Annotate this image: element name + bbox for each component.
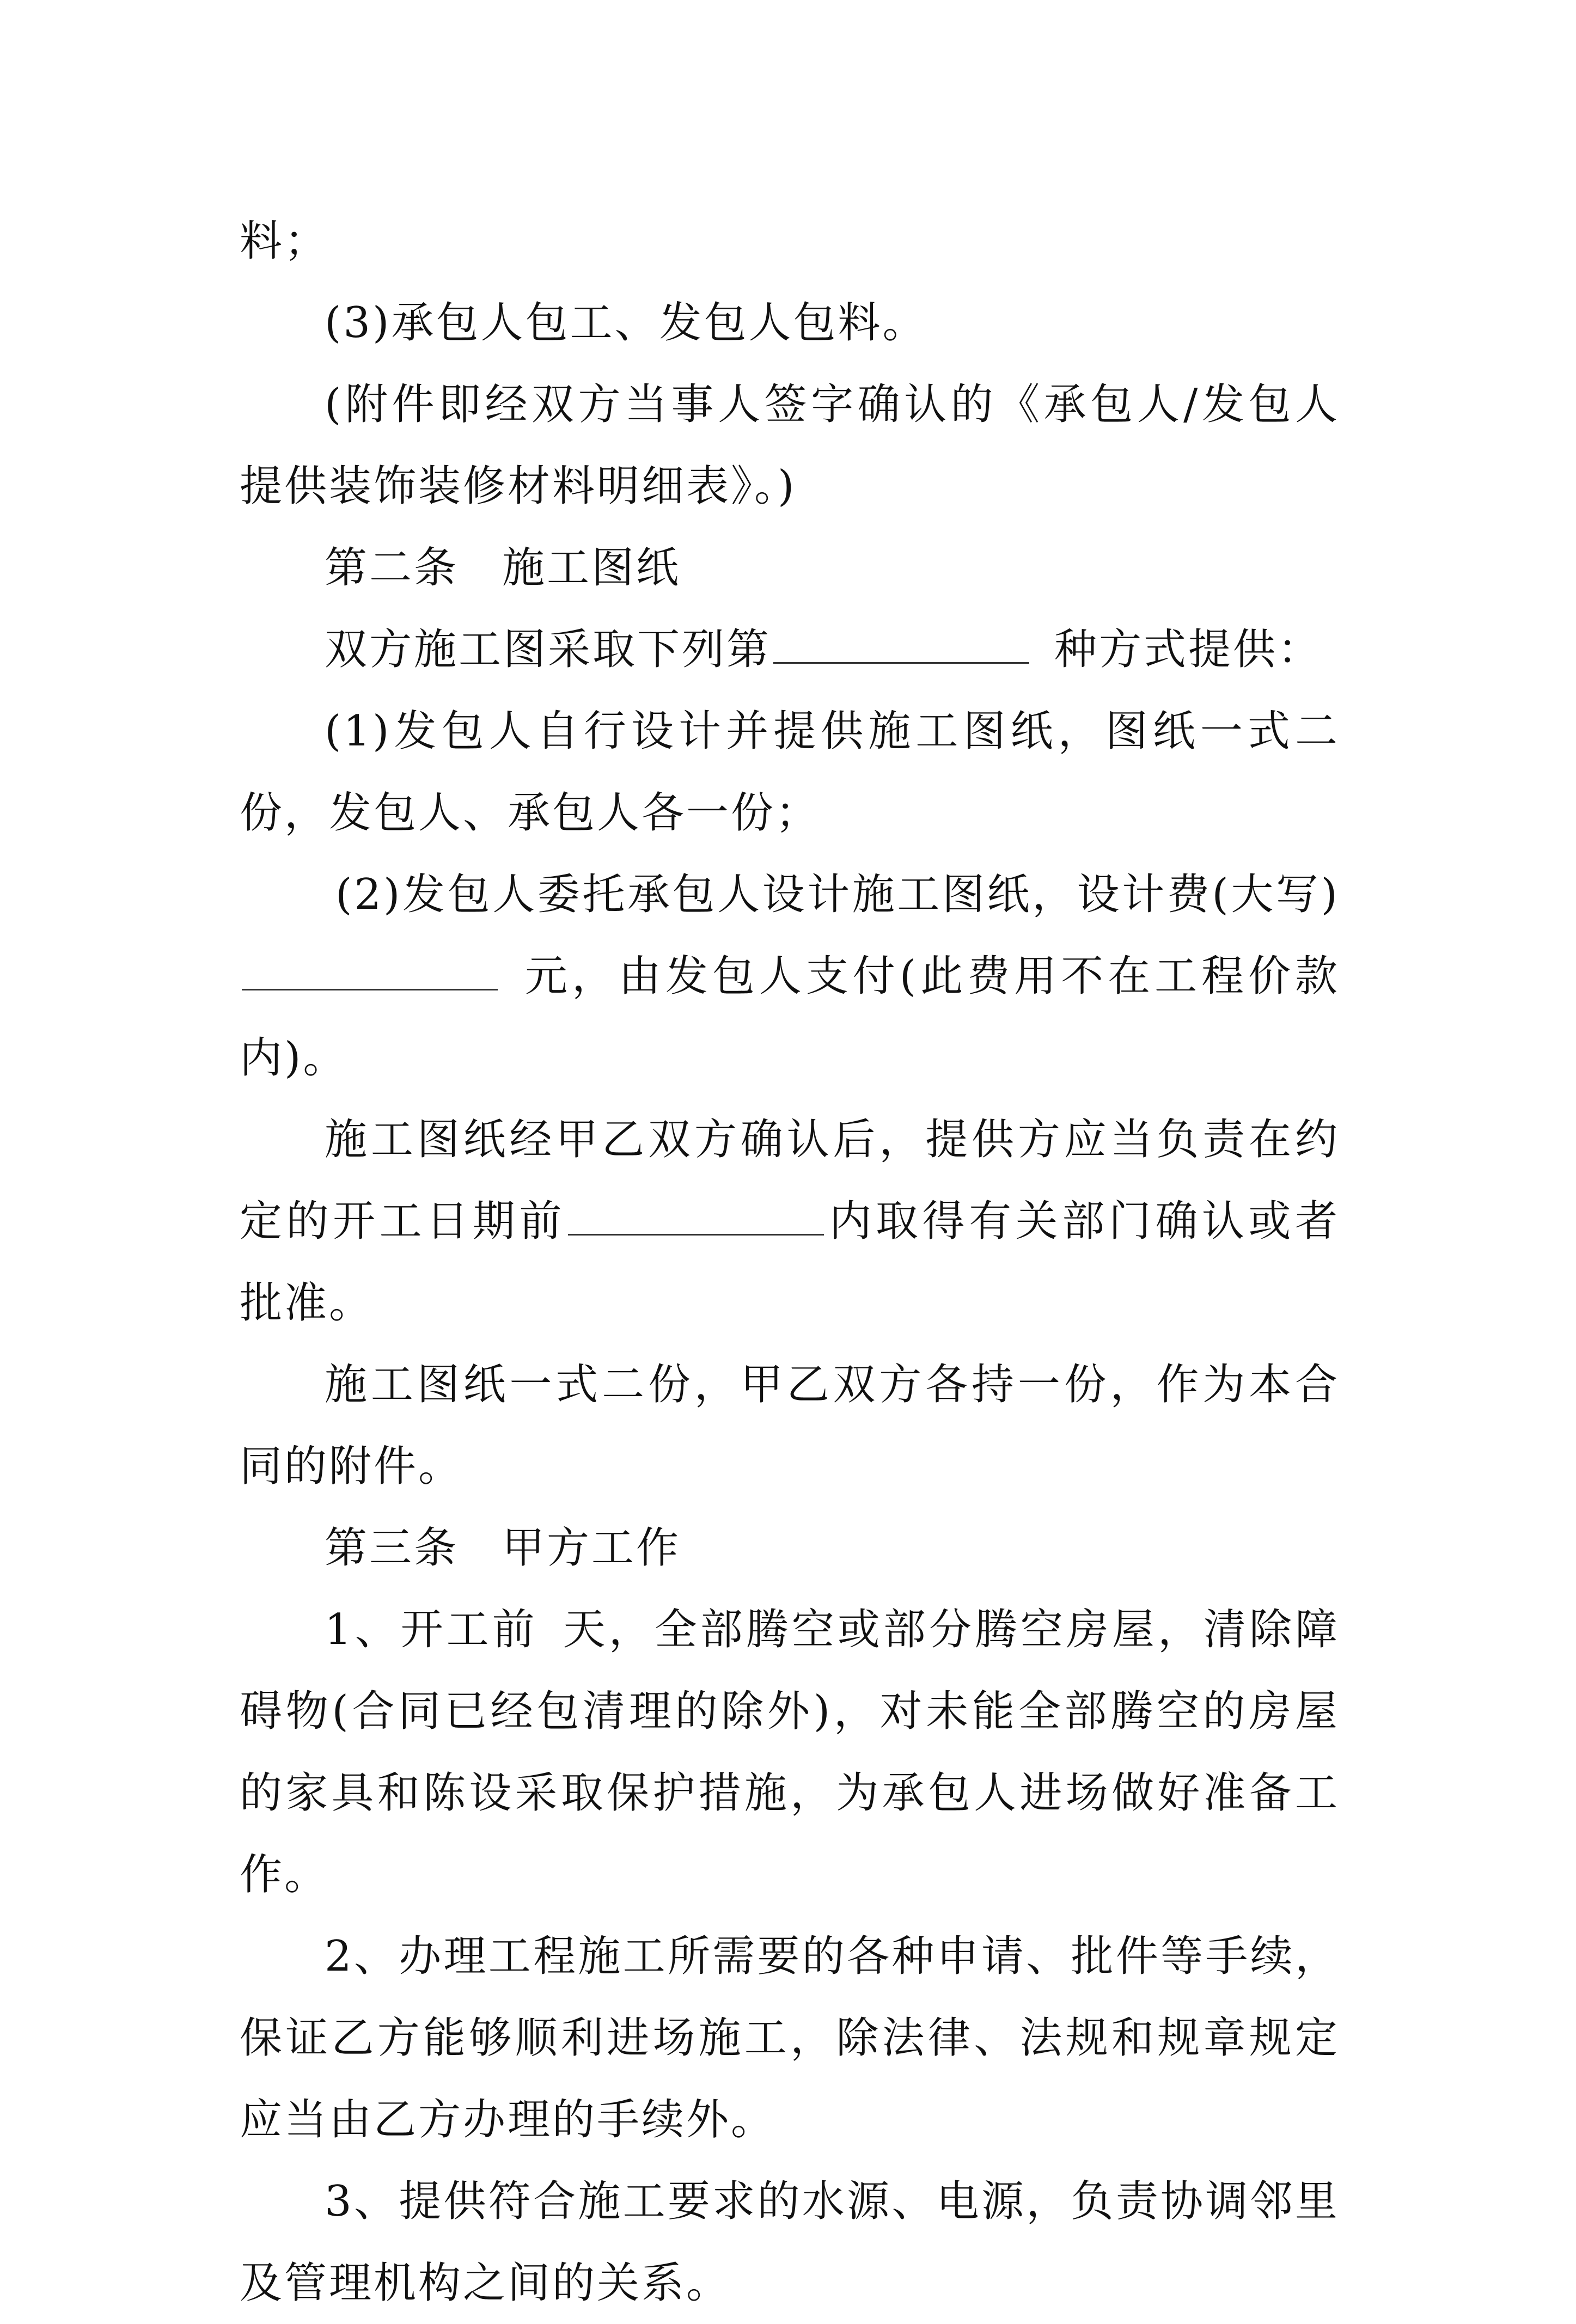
paragraph-continuation: 料； (240, 217, 329, 266)
duty-1-text-b: 天，全部腾空或部分腾空房屋，清除障碍物(合同已经包清理的除外)，对未能全部腾空的房屋的家具和陈设采取保护措施，为承包人进场做好准备工作。 (240, 1605, 1340, 1899)
approval-text-b: 内取得有关部门确认或者批准。 (240, 1197, 1340, 1328)
paragraph-drawing-approval (240, 1099, 1340, 1344)
article-2-number: 第二条 (325, 543, 459, 592)
paragraph-duty-2: 2、办理工程施工所需要的各种申请、批件等手续，保证乙方能够顺利进场施工，除法律、法规和规章规定应当由乙方办理的手续外。 (240, 1932, 1340, 2144)
paragraph-drawing-copies: 施工图纸一式二份，甲乙双方各持一份，作为本合同的附件。 (240, 1360, 1340, 1491)
paragraph-option-2 (240, 854, 1340, 1099)
approval-text-a: 施工图纸经甲乙双方确认后，提供方应当负责在约定的开工日期前 (240, 1115, 1340, 1246)
article-2-title: 施工图纸 (502, 543, 681, 592)
paragraph-drawing-method (240, 609, 1340, 690)
option-2-text-b: 元，由发包人支付(此费用不在工程价款内)。 (240, 952, 1340, 1083)
drawing-method-text-a: 双方施工图采取下列第 (325, 625, 772, 674)
paragraph-duty-3: 3、提供符合施工要求的水源、电源，负责协调邻里及管理机构之间的关系。 (240, 2177, 1340, 2308)
method-number-blank (773, 616, 1029, 664)
paragraph-option-3: (3)承包人包工、发包人包料。 (325, 298, 927, 347)
drawing-method-text-b: 种方式提供： (1054, 625, 1323, 674)
paragraph-option-1: (1)发包人自行设计并提供施工图纸，图纸一式二份，发包人、承包人各一份； (240, 707, 1340, 837)
contract-body (240, 200, 1340, 2324)
duty-1-text-a: 1、开工前 (325, 1605, 538, 1654)
approval-period-blank (568, 1188, 824, 1236)
option-2-text-a: (2)发包人委托承包人设计施工图纸，设计费(大写) (335, 870, 1340, 919)
article-3-number: 第三条 (325, 1524, 459, 1573)
article-2-heading (240, 527, 1340, 609)
article-3-title: 甲方工作 (502, 1524, 681, 1573)
paragraph-duty-1 (240, 1589, 1340, 1916)
paragraph-attachment-note: (附件即经双方当事人签字确认的《承包人/发包人提供装饰装修材料明细表》。) (240, 380, 1340, 511)
article-3-heading (240, 1507, 1340, 1589)
design-fee-blank (242, 943, 498, 990)
